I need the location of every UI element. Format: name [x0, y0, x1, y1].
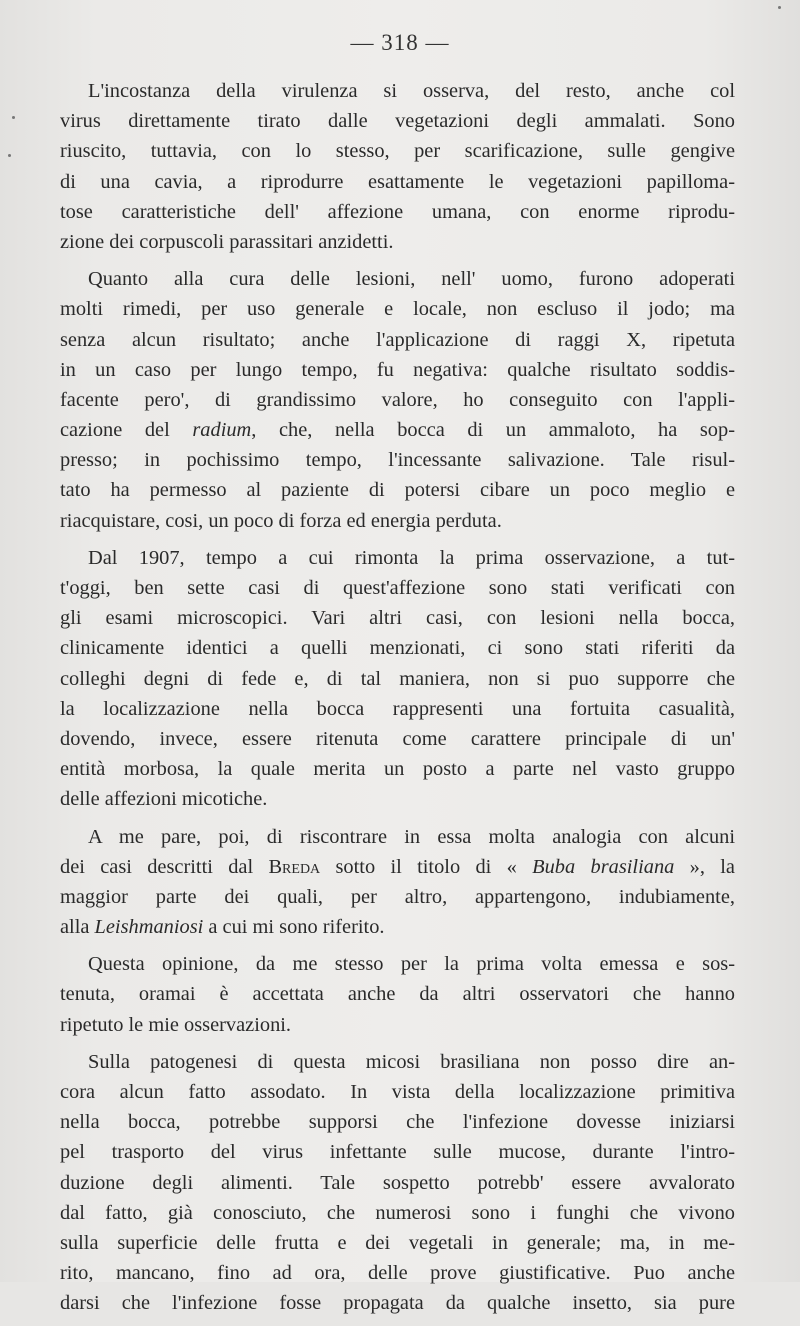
text-line: rito, mancano, fino ad ora, delle prove giustificative. Puo anche	[60, 1262, 735, 1285]
text-line: colleghi degni di fede e, di tal maniera, non si puo supporre che	[60, 667, 735, 690]
text-line: riacquistare, cosi, un poco di forza ed energia perduta.	[60, 509, 502, 532]
text-line: Quanto alla cura delle lesioni, nell' uomo, furono adoperati	[88, 268, 735, 291]
text-line: Dal 1907, tempo a cui rimonta la prima osservazione, a tut-	[88, 546, 735, 569]
text-line: L'incostanza della virulenza si osserva, del resto, anche col	[88, 80, 735, 102]
paragraph-6	[60, 1047, 735, 1319]
text-line: pel trasporto del virus infettante sulle mucose, durante l'intro-	[60, 1141, 735, 1164]
paragraph-4	[60, 822, 735, 943]
text-line: dei casi descritti dal Breda sotto il titolo di « Buba brasiliana », la	[60, 855, 735, 878]
text-line: molti rimedi, per uso generale e locale, non escluso il jodo; ma	[60, 298, 735, 321]
text-line: dovendo, invece, essere ritenuta come carattere principale di un'	[60, 727, 735, 750]
text-line: Sulla patogenesi di questa micosi brasiliana non posso dire an-	[88, 1050, 735, 1073]
text-line: riuscito, tuttavia, con lo stesso, per scarificazione, sulle gengive	[60, 140, 735, 163]
paragraph-1	[60, 76, 735, 257]
text-line: entità morbosa, la quale merita un posto a parte nel vasto gruppo	[60, 758, 735, 781]
text-line: duzione degli alimenti. Tale sospetto potrebb' essere avvalorato	[60, 1171, 735, 1194]
text-line: sulla superficie delle frutta e dei vegetali in generale; ma, in me-	[60, 1231, 735, 1254]
text-line: facente pero', di grandissimo valore, ho conseguito con l'appli-	[60, 388, 735, 411]
text-line: maggior parte dei quali, per altro, appartengono, indubiamente,	[60, 885, 735, 908]
text-line: alla Leishmaniosi a cui mi sono riferito.	[60, 916, 385, 939]
text-line: delle affezioni micotiche.	[60, 788, 268, 811]
text-line: Questa opinione, da me stesso per la prima volta emessa e sos-	[88, 953, 735, 976]
text-line: t'oggi, ben sette casi di quest'affezione sono stati verificati con	[60, 577, 735, 599]
text-line: A me pare, poi, di riscontrare in essa molta analogia con alcuni	[88, 825, 735, 848]
text-line: tenuta, oramai è accettata anche da altri osservatori che hanno	[60, 983, 735, 1006]
text-line: presso; in pochissimo tempo, l'incessante salivazione. Tale risul-	[60, 449, 735, 472]
text-line: senza alcun risultato; anche l'applicazione di raggi X, ripetuta	[60, 328, 735, 351]
paragraph-3	[60, 543, 735, 815]
text-line: la localizzazione nella bocca rappresenti una fortuita casualità,	[60, 697, 735, 720]
text-line: cora alcun fatto assodato. In vista della localizzazione primitiva	[60, 1081, 735, 1103]
text-line: zione dei corpuscoli parassitari anzidetti.	[60, 230, 394, 253]
text-line: nella bocca, potrebbe supporsi che l'infezione dovesse iniziarsi	[60, 1111, 735, 1134]
text-line: ripetuto le mie osservazioni.	[60, 1013, 292, 1036]
paragraph-5	[60, 949, 735, 1040]
text-line: clinicamente identici a quelli menzionati, ci sono stati riferiti da	[60, 637, 735, 660]
paragraph-2	[60, 264, 735, 536]
text-line: dal fatto, già conosciuto, che numerosi sono i funghi che vivono	[60, 1201, 735, 1224]
text-line: di una cavia, a riprodurre esattamente le vegetazioni papilloma-	[60, 170, 735, 193]
text-line: darsi che l'infezione fosse propagata da qualche insetto, sia pure	[60, 1292, 735, 1315]
paper-speck	[8, 154, 11, 157]
page-number: — 318 —	[350, 30, 450, 55]
text-line: gli esami microscopici. Vari altri casi, con lesioni nella bocca,	[60, 607, 735, 630]
text-line: tato ha permesso al paziente di potersi cibare un poco meglio e	[60, 479, 735, 502]
body-text	[60, 76, 735, 1326]
text-line: cazione del radium, che, nella bocca di un ammaloto, ha sop-	[60, 419, 735, 442]
text-line: virus direttamente tirato dalle vegetazioni degli ammalati. Sono	[60, 110, 735, 133]
paper-speck	[12, 116, 15, 119]
text-line: tose caratteristiche dell' affezione umana, con enorme riprodu-	[60, 200, 735, 223]
text-line: in un caso per lungo tempo, fu negativa: qualche risultato soddis-	[60, 358, 735, 381]
paper-speck	[778, 6, 781, 9]
